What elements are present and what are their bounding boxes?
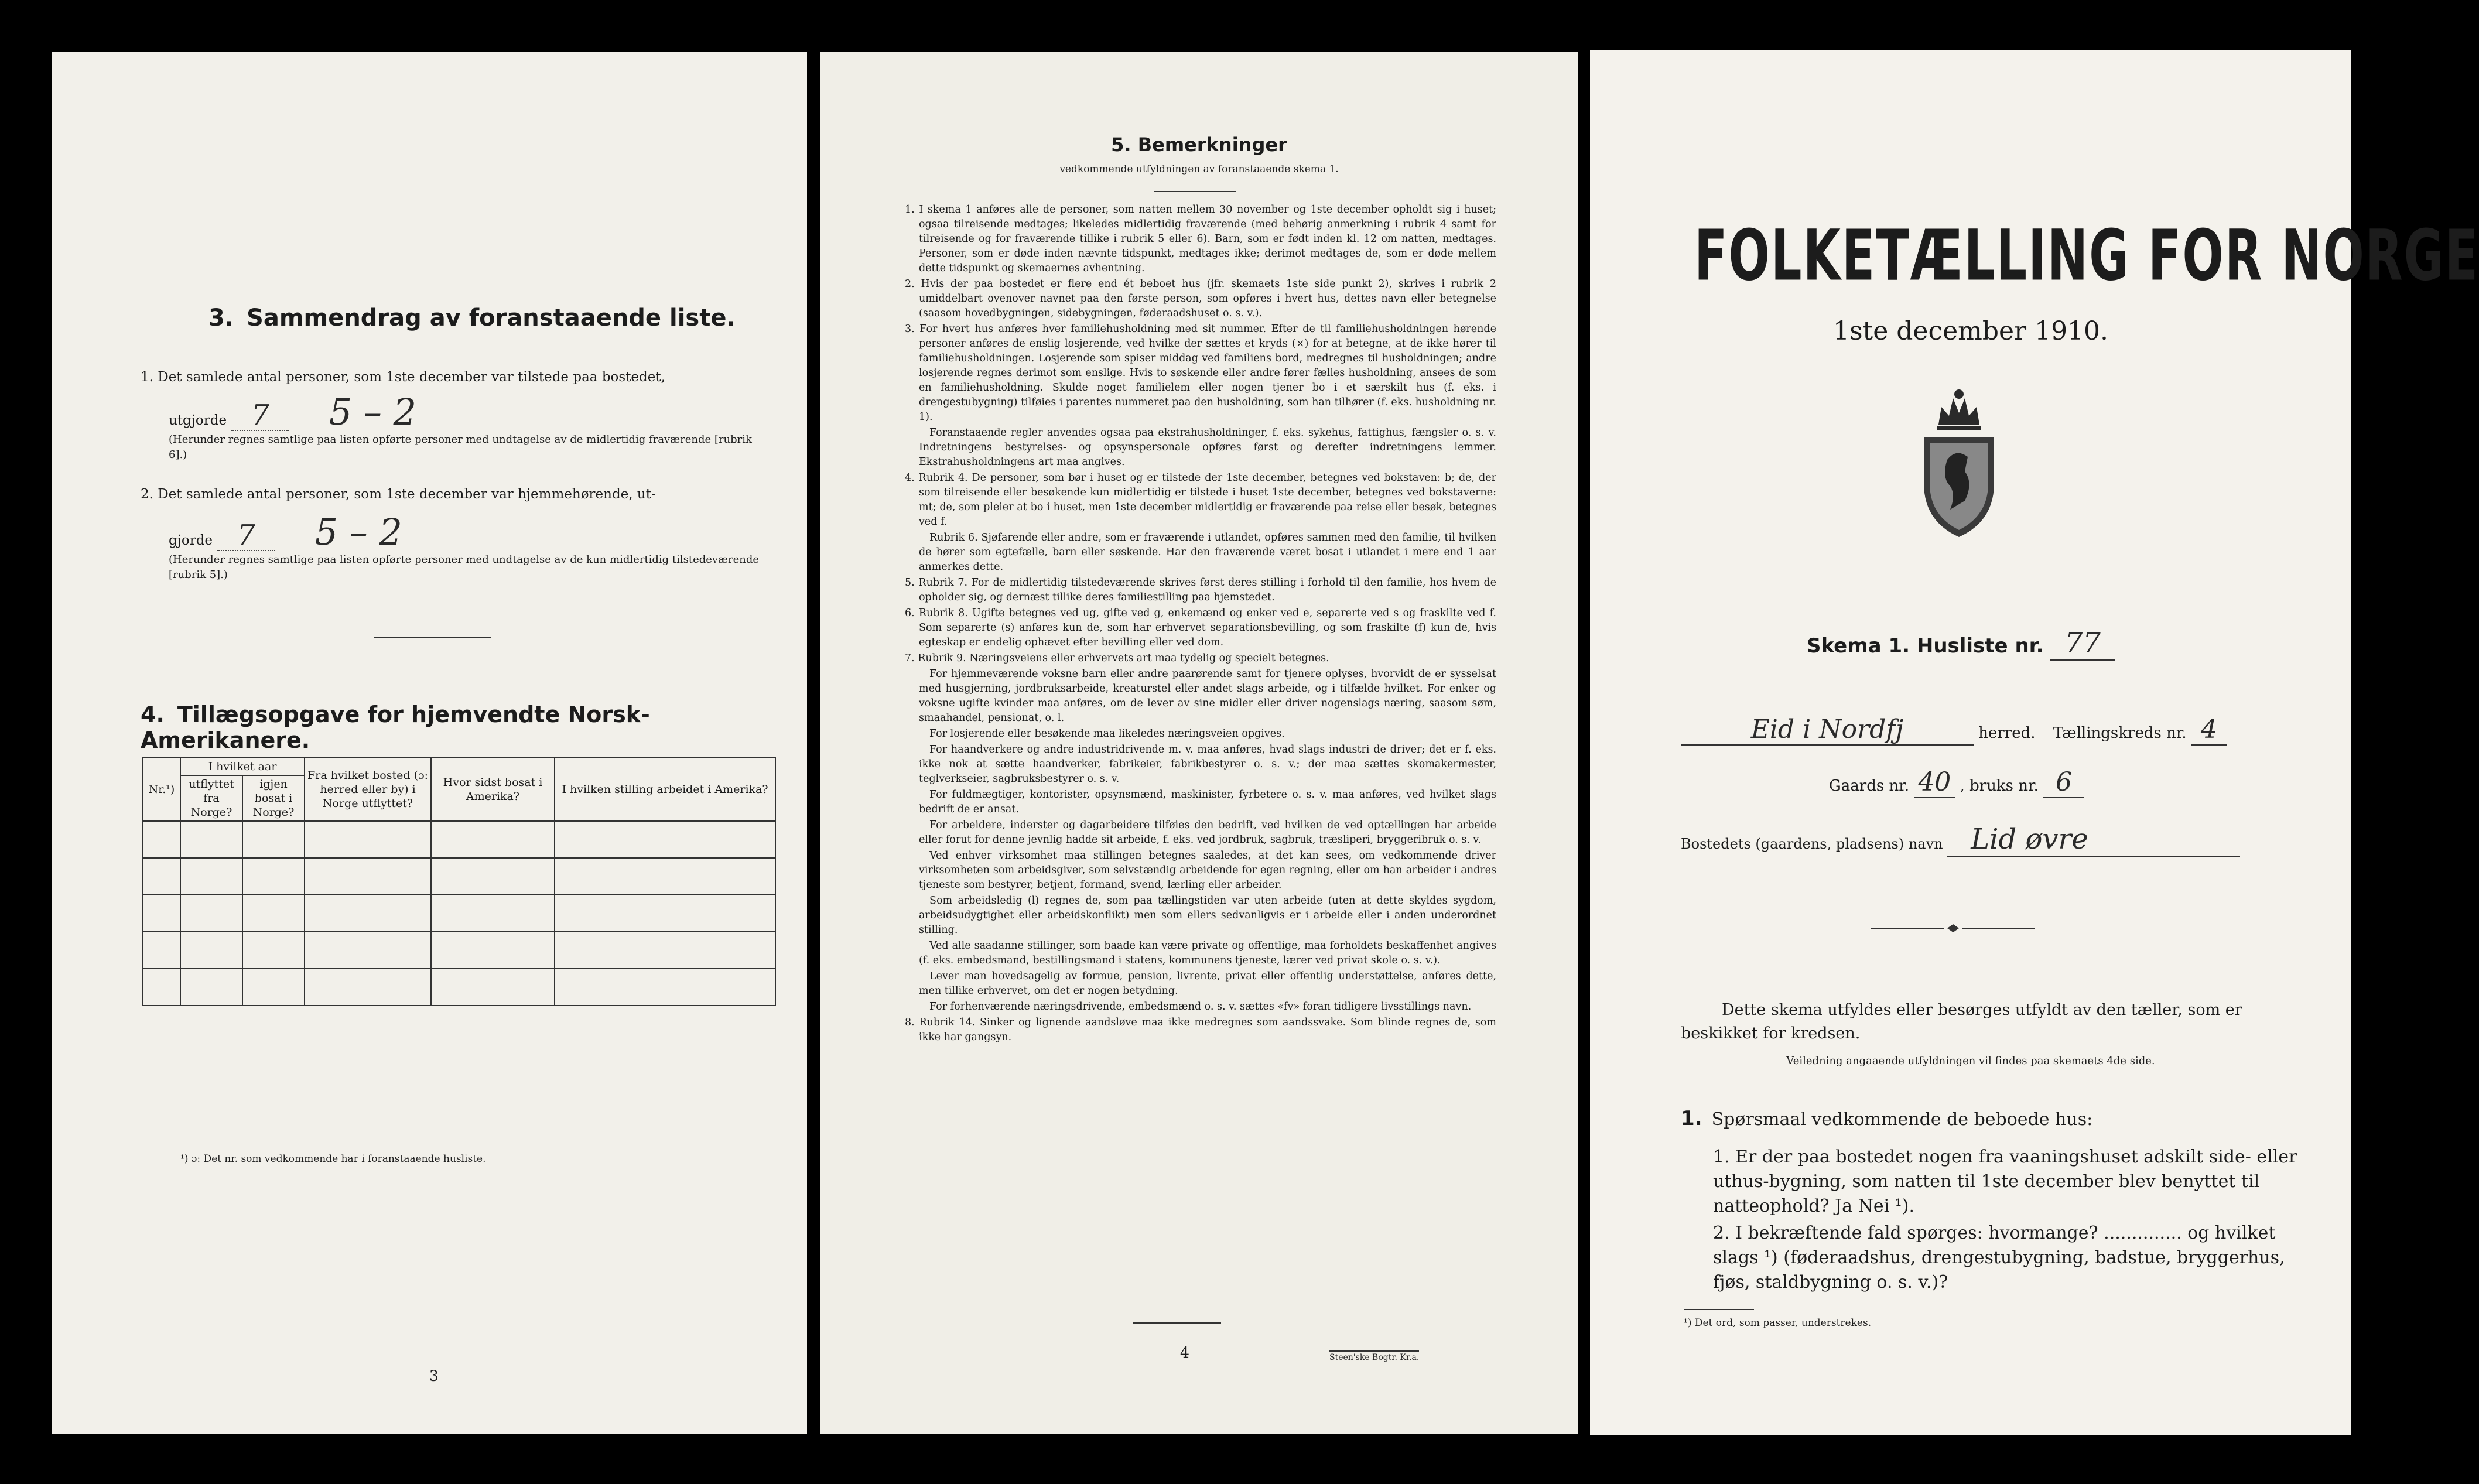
bosted-value: Lid øvre	[1971, 823, 2088, 856]
remark-paragraph: Ved enhver virksomhet maa stillingen betegnes saaledes, at det kan sees, om vedkommende driver virksomheten som arbeidsgiver, som selvstændig arbeidende for egen regning, eller om han arbeider i andres tjeneste som bestyrer, betjent, formand, svend, lærling eller arbeider.	[919, 850, 1496, 891]
table-row	[143, 932, 775, 969]
col-group-aar: I hvilket aar	[180, 758, 305, 775]
page-middle	[820, 52, 1578, 1434]
col-fra-bosted: Fra hvilket bosted (ɔ: herred eller by) i Norge utflyttet?	[305, 758, 431, 821]
item-2-text: 2. Det samlede antal personer, som 1ste december var hjemmehørende, ut-	[141, 487, 656, 502]
remarks-body	[905, 203, 1496, 1046]
item-1-value-line	[169, 391, 778, 433]
divider	[1133, 1322, 1221, 1324]
bosted-label: Bostedets (gaardens, pladsens) navn	[1681, 836, 1943, 852]
item-2-handwritten: 5 – 2	[314, 511, 402, 553]
section-4-heading: 4. Tillægsopgave for hjemvendte Norsk-Amerikanere.	[141, 702, 650, 753]
col-nr: Nr.¹)	[143, 758, 180, 821]
remark-paragraph: 4. Rubrik 4. De personer, som bør i huset og er tilstede der 1ste december, betegnes ved bokstaven: b; de, der som tilreisende eller besøkende kun midlertidig er tilstede i huset 1ste december, betegnes ved bokstaverne: mt; de, som pleier at bo i huset, men 1ste december midlertidig er fraværende paa reise eller besøk, betegnes ved f.	[905, 472, 1496, 528]
ornament-divider-icon	[1871, 922, 2035, 934]
krets-value: 4	[2200, 714, 2217, 744]
gjorde-label: gjorde	[169, 533, 213, 548]
remark-paragraph: For haandverkere og andre industridrivende m. v. maa anføres, hvad slags industri de driver; det er f. eks. ikke nok at sætte haandverker, fabrikeier, fabrikbestyrer o. s. v.; der maa sættes skomakermester, teglverkseier, sagbruksbestyrer o. s. v.	[919, 744, 1496, 785]
question-heading: 1. Spørsmaal vedkommende de beboede hus:	[1681, 1107, 2093, 1130]
page-number: 4	[1180, 1344, 1189, 1361]
remark-paragraph: Som arbeidsledig (l) regnes de, som paa tællingstiden var uten arbeide (uten at dette skyldes sygdom, arbeidsudygtighet eller arbeidskonflikt) men som ellers sedvanligvis er i arbeide eller i anden underordnet stilling.	[919, 895, 1496, 936]
bruks-value: 6	[2056, 767, 2073, 797]
section-3-heading: 3. Sammendrag av foranstaaende liste.	[208, 305, 736, 331]
table-row	[143, 821, 775, 858]
form-date: 1ste december 1910.	[1832, 316, 2109, 346]
herred-value: Eid i Nordfj	[1750, 714, 1904, 744]
remark-paragraph: For fuldmægtiger, kontorister, opsynsmænd, maskinister, fyrbetere o. s. v. maa anføres, ved hvilket slags bedrift de er ansat.	[919, 789, 1496, 815]
remarks-heading: 5. Bemerkninger	[1111, 134, 1287, 156]
col-igjen-bosat: igjen bosat i Norge?	[242, 775, 305, 821]
item-2-note: (Herunder regnes samtlige paa listen opførte personer med undtagelse av de kun midlertidig tilstedeværende [rubrik 5].)	[169, 553, 760, 581]
remark-paragraph: Foranstaaende regler anvendes ogsaa paa ekstrahusholdninger, f. eks. sykehus, fattighus, fængsler o. s. v. Indretningens bestyrelses- og opsynspersonale opføres først og derefter indretningens lemmer. Ekstrahusholdningens art maa angives.	[919, 427, 1496, 468]
remark-paragraph: For losjerende eller besøkende maa likeledes næringsveien opgives.	[929, 728, 1285, 740]
husliste-value: 77	[2064, 627, 2101, 659]
skema-line	[1807, 627, 2115, 661]
col-stilling: I hvilken stilling arbeidet i Amerika?	[555, 758, 775, 821]
remark-paragraph: 2. Hvis der paa bostedet er flere end ét beboet hus (jfr. skemaets 1ste side punkt 2), skrives i rubrik 2 umiddelbart ovenover navnet paa den første person, som opføres i hvert hus, dettes navn eller betegnelse (saasom hovedbygningen, sidebygningen, føderaadshuset o. s. v.).	[905, 278, 1496, 319]
intro-small-text: Veiledning angaaende utfyldningen vil findes paa skemaets 4de side.	[1786, 1055, 2155, 1067]
item-1-handwritten: 5 – 2	[329, 391, 417, 433]
bruks-label: , bruks nr.	[1960, 777, 2039, 795]
krets-label: Tællingskreds nr.	[2053, 724, 2187, 742]
divider	[374, 637, 491, 638]
coat-of-arms-icon	[1915, 384, 2003, 542]
norsk-amerikanere-table	[142, 757, 776, 1006]
remark-paragraph: For hjemmeværende voksne barn eller andre paarørende samt for tjenere oplyses, hvorvidt de er sysselsat med husgjerning, jordbruksarbeide, kreaturstel eller andet slags arbeide, og i tilfælde hvilket. For enker og voksne ugifte kvinder maa anføres, om de lever av sine midler eller driver nogenslags næring, saasom søm, smaahandel, pensionat, o. l.	[919, 668, 1496, 724]
remark-paragraph: Ved alle saadanne stillinger, som baade kan være private og offentlige, maa forholdets beskaffenhet angives (f. eks. embedsmand, bestillingsmand i statens, kommunens tjeneste, lærer ved privat skole o. s. v.).	[919, 940, 1496, 966]
bosted-line	[1681, 823, 2325, 857]
gaards-line	[1829, 767, 2084, 798]
table-footnote: ¹) ɔ: Det nr. som vedkommende har i foranstaaende husliste.	[180, 1153, 486, 1165]
item-2-value: 7	[237, 519, 255, 552]
remark-paragraph: 3. For hvert hus anføres hver familiehusholdning med sit nummer. Efter de til familiehusholdningen hørende personer anføres de enslig losjerende, ved hvilke der sættes et kryds (×) for at betegne, at de ikke hører til familiehusholdningen. Losjerende som spiser middag ved familiens bord, medregnes til husholdningen; andre losjerende regnes derimot som enslige. Hvis to søskende eller andre fører fælles husholdning, ansees de som en familiehusholdning. Skulde noget familielem eller nogen tjener bo i et særskilt hus (f. eks. i drengestubygning) tilføies i parentes nummeret paa den husholdning, som han tilhører (f. eks. husholdning nr. 1).	[905, 323, 1496, 423]
utgjorde-label: utgjorde	[169, 413, 227, 428]
remarks-subheading: vedkommende utfyldningen av foranstaaende skema 1.	[1059, 163, 1339, 175]
printer-mark: Steen'ske Bogtr. Kr.a.	[1329, 1350, 1419, 1362]
remark-paragraph: Lever man hovedsagelig av formue, pension, livrente, privat eller offentlig understøttelse, anføres dette, men tillike erhvervet, om det er nogen betydning.	[919, 970, 1496, 997]
skema-label: Skema 1. Husliste nr.	[1807, 634, 2044, 658]
remark-paragraph: Rubrik 6. Sjøfarende eller andre, som er fraværende i utlandet, opføres sammen med den familie, til hvilken de hører som egtefælle, barn eller søskende. Har den fraværende været bosat i utlandet i mere end 1 aar anmerkes dette.	[919, 532, 1496, 573]
form-title: FOLKETÆLLING FOR NORGE	[1694, 215, 2479, 297]
question-2: 2. I bekræftende fald spørges: hvormange? .............. og hvilket slags ¹) (føderaadshus, drengestubygning, badstue, bryggerhus, fjøs, staldbygning o. s. v.)?	[1713, 1223, 2285, 1292]
table-row	[143, 969, 775, 1006]
item-1-value: 7	[251, 399, 269, 432]
divider	[1154, 191, 1236, 192]
question-1: 1. Er der paa bostedet nogen fra vaaningshuset adskilt side- eller uthus-bygning, som natten til 1ste december blev benyttet til natteophold? Ja Nei ¹).	[1713, 1147, 2297, 1216]
herred-label: herred.	[1978, 724, 2036, 742]
gaards-value: 40	[1918, 767, 1951, 797]
table-row	[143, 858, 775, 895]
col-hvor-bosat: Hvor sidst bosat i Amerika?	[431, 758, 555, 821]
page3-footnote: ¹) Det ord, som passer, understrekes.	[1684, 1317, 1872, 1329]
remark-paragraph: 1. I skema 1 anføres alle de personer, som natten mellem 30 november og 1ste december opholdt sig i huset; ogsaa tilreisende medtages; likeledes midlertidig fraværende (med behørig anmerkning i rubrik 4 samt for tilreisende og for fraværende tillike i rubrik 5 eller 6). Barn, som er født inden kl. 12 om natten, medtages. Personer, som er døde inden nævnte tidspunkt, medtages ikke; derimot medtages de, som er døde mellem dette tidspunkt og skemaernes avhentning.	[905, 204, 1496, 274]
intro-text: Dette skema utfyldes eller besørges utfyldt av den tæller, som er beskikket for kredsen.	[1681, 1001, 2242, 1042]
item-2-value-line	[169, 511, 778, 553]
remark-paragraph: 7. Rubrik 9. Næringsveiens eller erhvervets art maa tydelig og specielt betegnes.	[905, 652, 1329, 664]
herred-line	[1681, 714, 2325, 746]
col-utflyttet: utflyttet fra Norge?	[180, 775, 242, 821]
page-left	[52, 52, 807, 1434]
remark-paragraph: For forhenværende næringsdrivende, embedsmænd o. s. v. sættes «fv» foran tidligere livsstillings navn.	[929, 1001, 1472, 1013]
remark-paragraph: 5. Rubrik 7. For de midlertidig tilstedeværende skrives først deres stilling i forhold til den familie, hos hvem de opholder sig, og dernæst tillike deres familiestilling paa hjemstedet.	[905, 577, 1496, 603]
gaards-label: Gaards nr.	[1829, 777, 1910, 795]
table-row	[143, 895, 775, 932]
item-1-text: 1. Det samlede antal personer, som 1ste december var tilstede paa bostedet,	[141, 370, 665, 385]
remark-paragraph: For arbeidere, inderster og dagarbeidere tilføies den bedrift, ved hvilken de ved optællingen har arbeide eller forut for denne jevnlig hadde sit arbeide, f. eks. ved jordbruk, sagbruk, træsliperi, bryggeribruk o. s. v.	[919, 819, 1496, 846]
page-number: 3	[429, 1367, 439, 1384]
item-1-note: (Herunder regnes samtlige paa listen opførte personer med undtagelse av de midlertidig fraværende [rubrik 6].)	[169, 433, 752, 461]
remark-paragraph: 8. Rubrik 14. Sinker og lignende aandsløve maa ikke medregnes som aandssvake. Som blinde regnes de, som ikke har gangsyn.	[905, 1017, 1496, 1043]
remark-paragraph: 6. Rubrik 8. Ugifte betegnes ved ug, gifte ved g, enkemænd og enker ved e, separerte ved s og fraskilte ved f. Som separerte (s) anføres kun de, som har erhvervet separationsbevilling, og som fraskilte (f) kun de, hvis egteskap er endelig ophævet efter bevilling eller ved dom.	[905, 607, 1496, 648]
divider	[1684, 1309, 1754, 1310]
page-right	[1590, 50, 2479, 1435]
